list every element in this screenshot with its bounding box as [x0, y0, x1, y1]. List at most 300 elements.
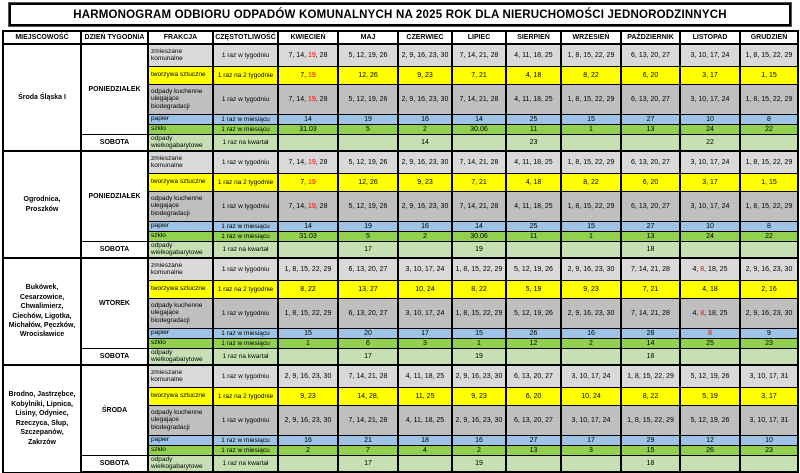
frequency-cell: 1 raz w tygodniu [213, 44, 278, 66]
month-dates-cell: 29 [621, 435, 680, 445]
month-dates-cell: 7, 21 [452, 66, 506, 84]
month-dates-cell: 18 [398, 435, 452, 445]
month-dates-cell: 2 [278, 445, 338, 455]
month-dates-cell: 7, 14, 19, 28 [278, 151, 338, 173]
page-title: HARMONOGRAM ODBIORU ODPADÓW KOMUNALNYCH NA 2025 ROK DLA NIERUCHOMOŚCI JEDNORODZINNYCH [9, 3, 791, 26]
frequency-cell: 1 raz w tygodniu [213, 258, 278, 280]
month-dates-cell [621, 134, 680, 151]
month-dates-cell: 14 [621, 338, 680, 348]
month-dates-cell: 5, 12, 19, 26 [680, 405, 740, 435]
month-dates-cell: 22 [680, 134, 740, 151]
table-row [3, 151, 798, 173]
frequency-cell: 1 raz w tygodniu [213, 191, 278, 221]
month-dates-cell: 1, 8, 15, 22, 29 [621, 405, 680, 435]
month-dates-cell [278, 348, 338, 365]
month-dates-cell: 21 [338, 435, 398, 445]
month-dates-cell: 28 [621, 328, 680, 338]
fraction-cell: odpady kuchenne ulegające biodegradacji [148, 405, 213, 435]
month-dates-cell [506, 348, 561, 365]
month-dates-cell: 18 [621, 348, 680, 365]
fraction-cell: odpady kuchenne ulegające biodegradacji [148, 298, 213, 328]
table-row [3, 241, 798, 258]
month-dates-cell: 15 [278, 328, 338, 338]
month-dates-cell: 1, 8, 15, 22, 29 [452, 258, 506, 280]
weekday-saturday-cell: SOBOTA [81, 455, 148, 472]
month-dates-cell: 2, 9, 16, 23, 30 [452, 365, 506, 387]
month-dates-cell: 1, 15 [740, 66, 798, 84]
month-dates-cell: 13 [621, 231, 680, 241]
column-header: LIPIEC [452, 31, 506, 44]
month-dates-cell: 1, 8, 15, 22, 29 [561, 84, 621, 114]
month-dates-cell: 6, 20 [621, 173, 680, 191]
fraction-cell: zmieszane komunalne [148, 151, 213, 173]
month-dates-cell: 19 [452, 241, 506, 258]
month-dates-cell: 9, 23 [561, 280, 621, 298]
frequency-cell: 1 raz na 2 tygodnie [213, 387, 278, 405]
fraction-cell: odpady kuchenne ulegające biodegradacji [148, 84, 213, 114]
month-dates-cell: 1, 8, 15, 22, 29 [561, 191, 621, 221]
table-header [3, 31, 798, 44]
month-dates-cell: 7 [338, 445, 398, 455]
month-dates-cell: 5, 12, 19, 26 [506, 258, 561, 280]
frequency-cell: 1 raz w miesiącu [213, 445, 278, 455]
month-dates-cell: 8, 22 [621, 387, 680, 405]
month-dates-cell: 18 [621, 455, 680, 472]
month-dates-cell: 10 [680, 221, 740, 231]
month-dates-cell: 2, 9, 16, 23, 30 [398, 44, 452, 66]
moved-date: 8 [700, 309, 705, 317]
frequency-cell: 1 raz na 2 tygodnie [213, 173, 278, 191]
month-dates-cell: 6, 13, 20, 27 [338, 298, 398, 328]
month-dates-cell: 7, 14, 21, 28 [452, 151, 506, 173]
month-dates-cell: 2, 9, 16, 23, 30 [398, 151, 452, 173]
month-dates-cell: 7, 14, 21, 28 [338, 365, 398, 387]
month-dates-cell: 9, 23 [398, 173, 452, 191]
frequency-cell: 1 raz w miesiącu [213, 231, 278, 241]
month-dates-cell: 7, 14, 21, 28 [621, 258, 680, 280]
column-header: WRZESIEŃ [561, 31, 621, 44]
month-dates-cell: 24 [680, 231, 740, 241]
fraction-cell: szkło [148, 338, 213, 348]
fraction-cell: tworzywa sztuczne [148, 66, 213, 84]
month-dates-cell: 31.03 [278, 124, 338, 134]
fraction-cell: odpady wielkogabarytowe [148, 134, 213, 151]
column-header: GRUDZIEŃ [740, 31, 798, 44]
month-dates-cell [561, 134, 621, 151]
month-dates-cell: 27 [506, 435, 561, 445]
month-dates-cell: 17 [338, 455, 398, 472]
month-dates-cell: 24 [680, 124, 740, 134]
month-dates-cell: 7, 14, 19, 28 [278, 84, 338, 114]
month-dates-cell: 4, 8, 18, 25 [680, 298, 740, 328]
month-dates-cell: 20 [338, 328, 398, 338]
month-dates-cell [740, 348, 798, 365]
moved-date: 19 [307, 158, 316, 166]
month-dates-cell: 6, 20 [506, 387, 561, 405]
month-dates-cell: 7, 19 [278, 66, 338, 84]
table-row [3, 44, 798, 66]
fraction-cell: papier [148, 114, 213, 124]
month-dates-cell: 3 [561, 445, 621, 455]
month-dates-cell: 23 [740, 445, 798, 455]
month-dates-cell: 7, 14, 21, 28 [452, 191, 506, 221]
fraction-cell: papier [148, 221, 213, 231]
month-dates-cell: 14 [452, 221, 506, 231]
month-dates-cell [680, 241, 740, 258]
month-dates-cell [561, 241, 621, 258]
month-dates-cell: 2, 9, 16, 23, 30 [398, 84, 452, 114]
month-dates-cell: 15 [621, 445, 680, 455]
month-dates-cell: 16 [452, 435, 506, 445]
table-row [3, 134, 798, 151]
month-dates-cell: 8, 22 [561, 66, 621, 84]
moved-date: 19 [308, 71, 316, 79]
month-dates-cell [278, 134, 338, 151]
fraction-cell: odpady kuchenne ulegające biodegradacji [148, 191, 213, 221]
month-dates-cell: 4, 11, 18, 25 [506, 191, 561, 221]
month-dates-cell: 7, 14, 21, 28 [338, 405, 398, 435]
fraction-cell: odpady wielkogabarytowe [148, 455, 213, 472]
column-header: MAJ [338, 31, 398, 44]
month-dates-cell: 10 [680, 114, 740, 124]
month-dates-cell: 2, 9, 16, 23, 30 [740, 258, 798, 280]
month-dates-cell: 5, 19 [506, 280, 561, 298]
frequency-cell: 1 raz w miesiącu [213, 338, 278, 348]
month-dates-cell: 9, 23 [398, 66, 452, 84]
month-dates-cell: 3, 10, 17, 24 [561, 365, 621, 387]
month-dates-cell [680, 328, 740, 338]
month-dates-cell: 4, 11, 18, 25 [506, 44, 561, 66]
month-dates-cell: 13 [621, 124, 680, 134]
column-header: PAŹDZIERNIK [621, 31, 680, 44]
fraction-cell: papier [148, 435, 213, 445]
month-dates-cell: 17 [398, 328, 452, 338]
month-dates-cell: 19 [338, 114, 398, 124]
column-header: MIEJSCOWOŚĆ [3, 31, 81, 44]
month-dates-cell: 17 [338, 241, 398, 258]
month-dates-cell: 14 [278, 221, 338, 231]
month-dates-cell: 16 [278, 435, 338, 445]
month-dates-cell: 3, 10, 17, 31 [740, 405, 798, 435]
month-dates-cell: 2, 16 [740, 280, 798, 298]
month-dates-cell: 2 [398, 231, 452, 241]
month-dates-cell: 1, 8, 15, 22, 29 [561, 44, 621, 66]
month-dates-cell: 14, 28, [338, 387, 398, 405]
month-dates-cell: 7, 21 [452, 173, 506, 191]
month-dates-cell: 1, 8, 15, 22, 29 [452, 298, 506, 328]
month-dates-cell: 31.03 [278, 231, 338, 241]
month-dates-cell [338, 134, 398, 151]
month-dates-cell: 27 [621, 114, 680, 124]
column-header: DZIEŃ TYGODNIA [81, 31, 148, 44]
month-dates-cell: 10, 24 [398, 280, 452, 298]
month-dates-cell: 2 [398, 124, 452, 134]
month-dates-cell: 11 [506, 124, 561, 134]
month-dates-cell: 23 [740, 338, 798, 348]
fraction-cell: tworzywa sztuczne [148, 280, 213, 298]
month-dates-cell: 4, 11, 18, 25 [398, 365, 452, 387]
month-dates-cell: 11 [506, 231, 561, 241]
month-dates-cell [452, 134, 506, 151]
month-dates-cell: 18 [621, 241, 680, 258]
month-dates-cell: 6, 13, 20, 27 [621, 191, 680, 221]
month-dates-cell: 1 [561, 231, 621, 241]
month-dates-cell: 5, 12, 19, 26 [680, 365, 740, 387]
month-dates-cell: 26 [506, 328, 561, 338]
locality-cell: Ogrodnica, Proszków [3, 151, 81, 258]
column-header: SIERPIEŃ [506, 31, 561, 44]
table-body [3, 44, 798, 472]
month-dates-cell: 16 [398, 114, 452, 124]
month-dates-cell: 27 [621, 221, 680, 231]
frequency-cell: 1 raz w tygodniu [213, 405, 278, 435]
month-dates-cell [398, 348, 452, 365]
month-dates-cell: 5 [338, 124, 398, 134]
month-dates-cell: 2, 9, 16, 23, 30 [278, 365, 338, 387]
column-header: KWIECIEŃ [278, 31, 338, 44]
month-dates-cell: 3, 17 [740, 387, 798, 405]
frequency-cell: 1 raz w miesiącu [213, 124, 278, 134]
table-row [3, 365, 798, 387]
month-dates-cell: 2, 9, 16, 23, 30 [398, 191, 452, 221]
month-dates-cell: 5, 19 [680, 387, 740, 405]
month-dates-cell: 3, 17 [680, 173, 740, 191]
month-dates-cell: 2, 9, 16, 23, 30 [452, 405, 506, 435]
frequency-cell: 1 raz w miesiącu [213, 114, 278, 124]
month-dates-cell: 1, 8, 15, 22, 29 [740, 151, 798, 173]
month-dates-cell: 1, 8, 15, 22, 29 [621, 365, 680, 387]
month-dates-cell: 16 [398, 221, 452, 231]
month-dates-cell: 26 [680, 445, 740, 455]
month-dates-cell [680, 348, 740, 365]
weekday-saturday-cell: SOBOTA [81, 134, 148, 151]
header-row [3, 31, 798, 44]
month-dates-cell: 3, 17 [680, 66, 740, 84]
month-dates-cell: 7, 14, 19, 28 [278, 191, 338, 221]
month-dates-cell: 8, 22 [452, 280, 506, 298]
month-dates-cell: 6, 13, 20, 27 [621, 84, 680, 114]
locality-cell: Środa Śląska I [3, 44, 81, 151]
month-dates-cell: 6, 13, 20, 27 [506, 365, 561, 387]
month-dates-cell: 1, 8, 15, 22, 29 [278, 298, 338, 328]
month-dates-cell: 4, 18 [506, 66, 561, 84]
month-dates-cell: 4, 8, 18, 25 [680, 258, 740, 280]
month-dates-cell: 15 [561, 114, 621, 124]
fraction-cell: odpady wielkogabarytowe [148, 241, 213, 258]
month-dates-cell: 6, 13, 20, 27 [621, 151, 680, 173]
fraction-cell: odpady wielkogabarytowe [148, 348, 213, 365]
month-dates-cell: 1 [452, 338, 506, 348]
month-dates-cell: 3 [398, 338, 452, 348]
month-dates-cell: 3, 10, 17, 24 [680, 191, 740, 221]
month-dates-cell: 13, 27 [338, 280, 398, 298]
month-dates-cell [506, 241, 561, 258]
weekday-cell: PONIEDZIAŁEK [81, 151, 148, 241]
month-dates-cell: 23 [506, 134, 561, 151]
month-dates-cell: 7, 21 [621, 280, 680, 298]
month-dates-cell [740, 241, 798, 258]
month-dates-cell: 13 [506, 445, 561, 455]
month-dates-cell: 9 [740, 328, 798, 338]
month-dates-cell: 8, 22 [561, 173, 621, 191]
month-dates-cell: 14 [398, 134, 452, 151]
month-dates-cell: 15 [561, 221, 621, 231]
month-dates-cell: 1, 8, 15, 22, 29 [740, 84, 798, 114]
frequency-cell: 1 raz na 2 tygodnie [213, 66, 278, 84]
month-dates-cell: 4 [398, 445, 452, 455]
month-dates-cell: 12 [680, 435, 740, 445]
fraction-cell: papier [148, 328, 213, 338]
weekday-saturday-cell: SOBOTA [81, 241, 148, 258]
month-dates-cell: 6, 13, 20, 27 [506, 405, 561, 435]
month-dates-cell: 12, 26 [338, 173, 398, 191]
month-dates-cell: 22 [740, 231, 798, 241]
month-dates-cell [278, 241, 338, 258]
fraction-cell: zmieszane komunalne [148, 365, 213, 387]
month-dates-cell: 12, 26 [338, 66, 398, 84]
month-dates-cell: 12 [506, 338, 561, 348]
fraction-cell: zmieszane komunalne [148, 44, 213, 66]
column-header: LISTOPAD [680, 31, 740, 44]
month-dates-cell: 2 [452, 445, 506, 455]
month-dates-cell: 19 [452, 348, 506, 365]
month-dates-cell: 2, 9, 16, 23, 30 [278, 405, 338, 435]
month-dates-cell: 2, 9, 16, 23, 30 [561, 258, 621, 280]
month-dates-cell: 16 [561, 328, 621, 338]
month-dates-cell: 7, 14, 19, 28 [278, 44, 338, 66]
locality-cell: Bukówek, Cesarzowice, Chwalimierz, Ciechów, Ligotka, Michałów, Pęczków, Wrocisławice [3, 258, 81, 365]
frequency-cell: 1 raz na kwartał [213, 348, 278, 365]
fraction-cell: szkło [148, 124, 213, 134]
fraction-cell: zmieszane komunalne [148, 258, 213, 280]
month-dates-cell: 9, 23 [452, 387, 506, 405]
weekday-cell: WTOREK [81, 258, 148, 348]
month-dates-cell: 5, 12, 19, 26 [338, 191, 398, 221]
month-dates-cell: 7, 19 [278, 173, 338, 191]
page [0, 3, 800, 471]
table-row [3, 258, 798, 280]
month-dates-cell: 8 [740, 114, 798, 124]
column-header: CZERWIEC [398, 31, 452, 44]
moved-date: 8 [708, 329, 712, 337]
month-dates-cell: 10, 24 [561, 387, 621, 405]
month-dates-cell: 30.06 [452, 231, 506, 241]
moved-date: 19 [308, 178, 316, 186]
month-dates-cell: 2, 9, 16, 23, 30 [740, 298, 798, 328]
month-dates-cell: 17 [338, 348, 398, 365]
month-dates-cell: 3, 10, 17, 24 [680, 44, 740, 66]
month-dates-cell: 4, 11, 18, 25 [506, 151, 561, 173]
month-dates-cell: 5, 12, 19, 26 [338, 151, 398, 173]
moved-date: 8 [700, 265, 705, 273]
weekday-cell: PONIEDZIAŁEK [81, 44, 148, 134]
frequency-cell: 1 raz na kwartał [213, 134, 278, 151]
month-dates-cell: 9, 23 [278, 387, 338, 405]
month-dates-cell: 3, 10, 17, 24 [398, 298, 452, 328]
month-dates-cell: 2, 9, 16, 23, 30 [561, 298, 621, 328]
month-dates-cell: 6, 13, 20, 27 [621, 44, 680, 66]
fraction-cell: szkło [148, 445, 213, 455]
month-dates-cell: 6, 13, 20, 27 [338, 258, 398, 280]
moved-date: 19 [307, 51, 316, 59]
moved-date: 19 [307, 95, 316, 103]
frequency-cell: 1 raz w tygodniu [213, 84, 278, 114]
fraction-cell: szkło [148, 231, 213, 241]
month-dates-cell: 6 [338, 338, 398, 348]
frequency-cell: 1 raz w miesiącu [213, 221, 278, 231]
moved-date: 19 [307, 202, 316, 210]
month-dates-cell: 1, 8, 15, 22, 29 [278, 258, 338, 280]
frequency-cell: 1 raz w tygodniu [213, 298, 278, 328]
month-dates-cell: 8, 22 [278, 280, 338, 298]
month-dates-cell: 4, 18 [506, 173, 561, 191]
month-dates-cell: 22 [740, 124, 798, 134]
month-dates-cell: 14 [278, 114, 338, 124]
frequency-cell: 1 raz na kwartał [213, 241, 278, 258]
month-dates-cell: 5, 12, 19, 26 [506, 298, 561, 328]
frequency-cell: 1 raz w miesiącu [213, 435, 278, 445]
month-dates-cell: 5, 12, 19, 26 [338, 84, 398, 114]
month-dates-cell [398, 241, 452, 258]
column-header: CZĘSTOTLIWOŚĆ [213, 31, 278, 44]
month-dates-cell: 7, 14, 21, 28 [452, 44, 506, 66]
month-dates-cell: 7, 14, 21, 28 [621, 298, 680, 328]
month-dates-cell: 5, 12, 19, 26 [338, 44, 398, 66]
month-dates-cell: 1, 8, 15, 22, 29 [740, 191, 798, 221]
column-header: FRAKCJA [148, 31, 213, 44]
month-dates-cell [561, 348, 621, 365]
month-dates-cell: 7, 14, 21, 28 [452, 84, 506, 114]
month-dates-cell [740, 134, 798, 151]
frequency-cell: 1 raz na kwartał [213, 455, 278, 472]
month-dates-cell: 6, 20 [621, 66, 680, 84]
fraction-cell: tworzywa sztuczne [148, 173, 213, 191]
month-dates-cell: 25 [506, 221, 561, 231]
month-dates-cell: 10 [740, 435, 798, 445]
fraction-cell: tworzywa sztuczne [148, 387, 213, 405]
month-dates-cell: 4, 11, 18, 25 [398, 405, 452, 435]
frequency-cell: 1 raz w tygodniu [213, 365, 278, 387]
month-dates-cell: 4, 11, 18, 25 [506, 84, 561, 114]
month-dates-cell: 1 [278, 338, 338, 348]
month-dates-cell: 1, 8, 15, 22, 29 [561, 151, 621, 173]
month-dates-cell: 17 [561, 435, 621, 445]
month-dates-cell: 5 [338, 231, 398, 241]
month-dates-cell: 3, 10, 17, 24 [680, 84, 740, 114]
month-dates-cell: 2 [561, 338, 621, 348]
month-dates-cell: 11, 25 [398, 387, 452, 405]
frequency-cell: 1 raz w miesiącu [213, 328, 278, 338]
month-dates-cell: 4, 18 [680, 280, 740, 298]
weekday-cell: ŚRODA [81, 365, 148, 455]
table-row [3, 348, 798, 365]
month-dates-cell: 8 [740, 221, 798, 231]
month-dates-cell: 25 [506, 114, 561, 124]
month-dates-cell: 3, 10, 17, 24 [398, 258, 452, 280]
weekday-saturday-cell: SOBOTA [81, 348, 148, 365]
month-dates-cell: 14 [452, 114, 506, 124]
month-dates-cell: 30.06 [452, 124, 506, 134]
month-dates-cell: 15 [452, 328, 506, 338]
month-dates-cell: 1 [561, 124, 621, 134]
locality-cell: Brodno, Jastrzębce, Kobylniki, Lipnica, Lisiny, Odyniec, Rzeczyca, Słup, Szczepanów, Zakrzów [3, 365, 81, 472]
month-dates-cell: 3, 10, 17, 24 [680, 151, 740, 173]
month-dates-cell: 19 [338, 221, 398, 231]
frequency-cell: 1 raz na 2 tygodnie [213, 280, 278, 298]
frequency-cell: 1 raz w tygodniu [213, 151, 278, 173]
month-dates-cell: 19 [452, 455, 506, 472]
month-dates-cell: 25 [680, 338, 740, 348]
